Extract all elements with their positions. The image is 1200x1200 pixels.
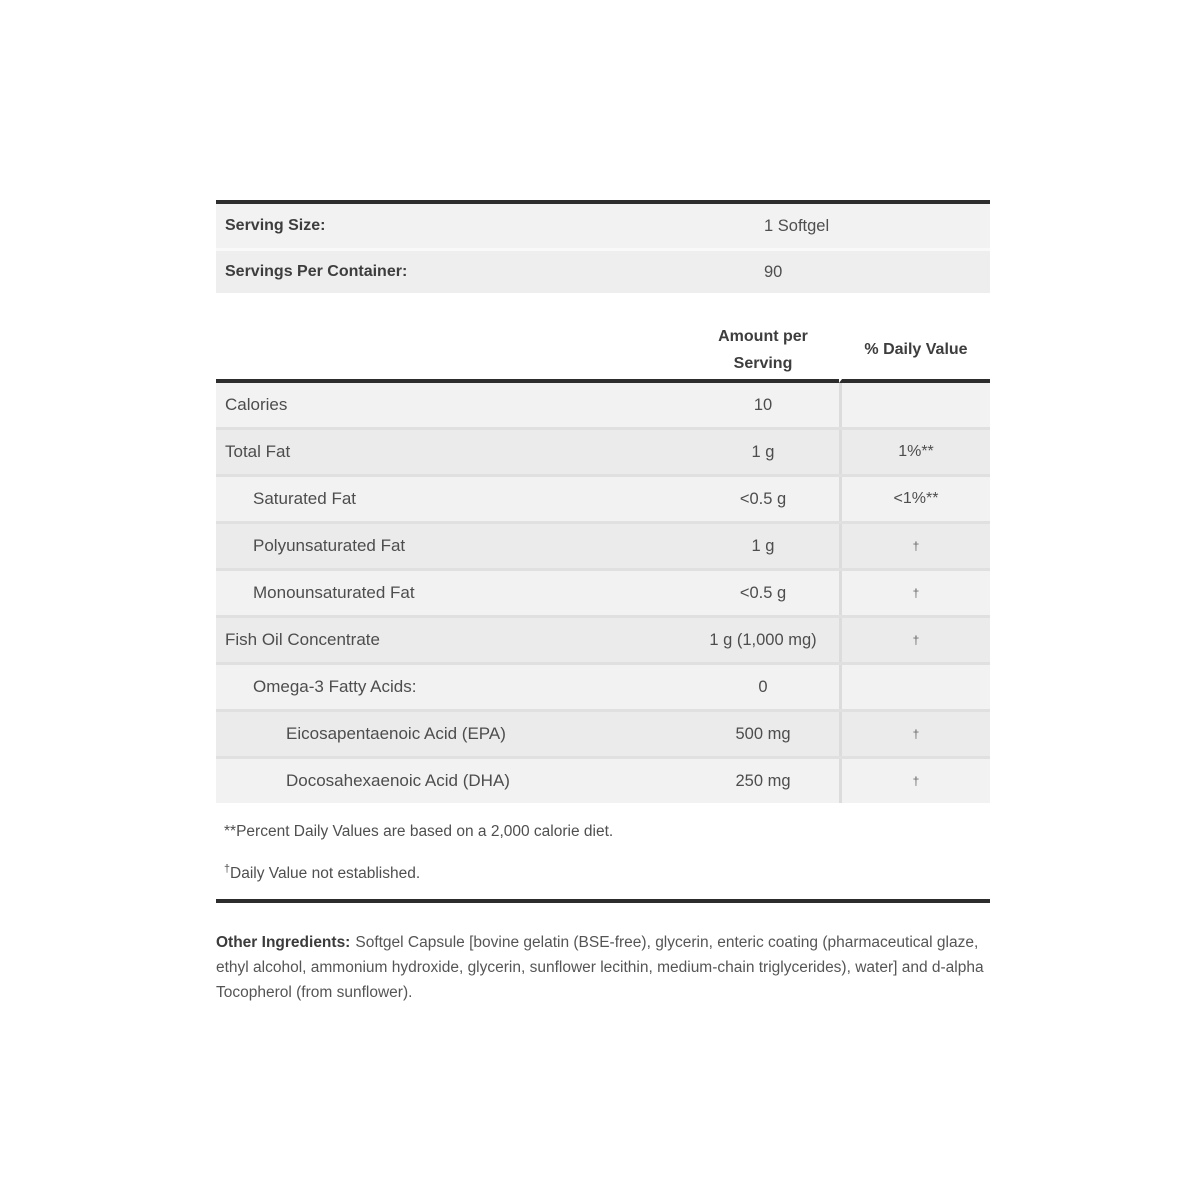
daily-value-cell <box>839 665 990 709</box>
serving-info-row <box>216 204 990 248</box>
daily-value-cell: † <box>839 618 990 662</box>
amount-cell: 10 <box>753 395 773 414</box>
facts-table-header-row <box>216 321 990 383</box>
daily-value-cell: 1%** <box>839 430 990 474</box>
serving-info-value: 90 <box>764 262 783 281</box>
nutrient-label: Omega-3 Fatty Acids: <box>253 677 417 696</box>
daily-value-cell: † <box>839 524 990 568</box>
daily-value-header-label: % Daily Value <box>864 341 968 358</box>
nutrient-label: Fish Oil Concentrate <box>225 630 380 649</box>
nutrient-label: Total Fat <box>225 442 291 461</box>
table-row <box>216 615 990 662</box>
other-ingredients-paragraph <box>216 930 990 1005</box>
serving-info-label: Serving Size: <box>225 217 326 234</box>
nutrient-label: Eicosapentaenoic Acid (EPA) <box>286 724 506 743</box>
serving-info-label: Servings Per Container: <box>225 263 408 280</box>
nutrient-label: Calories <box>225 395 288 414</box>
amount-cell: <0.5 g <box>739 489 787 508</box>
table-row <box>216 756 990 803</box>
footnote-percent-daily <box>224 823 990 841</box>
footnote-dagger-text: Daily Value not established. <box>230 865 421 882</box>
amount-cell: 1 g (1,000 mg) <box>709 630 817 649</box>
footnote-percent-marker: ** <box>224 823 237 840</box>
table-row <box>216 427 990 474</box>
amount-cell: 250 mg <box>735 771 791 790</box>
daily-value-cell: <1%** <box>839 477 990 521</box>
amount-per-serving-header-label: Amount per Serving <box>718 328 808 372</box>
amount-cell: 1 g <box>751 536 775 555</box>
amount-cell: 500 mg <box>735 724 791 743</box>
footnote-percent-text: Percent Daily Values are based on a 2,000 calorie diet. <box>236 823 614 840</box>
serving-info-row <box>216 248 990 293</box>
nutrient-label: Saturated Fat <box>253 489 357 508</box>
nutrient-label: Polyunsaturated Fat <box>253 536 406 555</box>
table-row <box>216 383 990 427</box>
facts-table-body <box>216 383 990 803</box>
amount-per-serving-header <box>687 321 839 383</box>
amount-cell: 0 <box>758 677 768 696</box>
amount-cell: 1 g <box>751 442 775 461</box>
nutrient-header-spacer <box>216 321 687 383</box>
daily-value-cell: † <box>839 759 990 803</box>
footnote-dagger-marker: † <box>224 862 231 875</box>
serving-info-table <box>216 200 990 293</box>
table-row <box>216 521 990 568</box>
supplement-facts-panel <box>216 200 990 1005</box>
bottom-rule <box>216 899 990 903</box>
footnotes-section <box>216 823 990 883</box>
daily-value-header <box>839 321 990 383</box>
table-row <box>216 568 990 615</box>
nutrient-label: Docosahexaenoic Acid (DHA) <box>286 771 510 790</box>
other-ingredients-label: Other Ingredients: <box>216 934 351 951</box>
daily-value-cell <box>839 383 990 427</box>
table-row <box>216 709 990 756</box>
serving-info-value: 1 Softgel <box>764 216 830 235</box>
daily-value-cell: † <box>839 571 990 615</box>
table-row <box>216 662 990 709</box>
daily-value-cell: † <box>839 712 990 756</box>
nutrient-label: Monounsaturated Fat <box>253 583 415 602</box>
amount-cell: <0.5 g <box>739 583 787 602</box>
table-row <box>216 474 990 521</box>
other-ingredients-text: Softgel Capsule [bovine gelatin (BSE-free), glycerin, enteric coating (pharmaceutical glaze, ethyl alcohol, ammonium hydroxide, glycerin, sunflower lecithin, medium-chain triglycerides), water] and d-alpha Tocopherol (from sunflower). <box>216 934 984 1001</box>
footnote-daily-value <box>224 862 990 883</box>
